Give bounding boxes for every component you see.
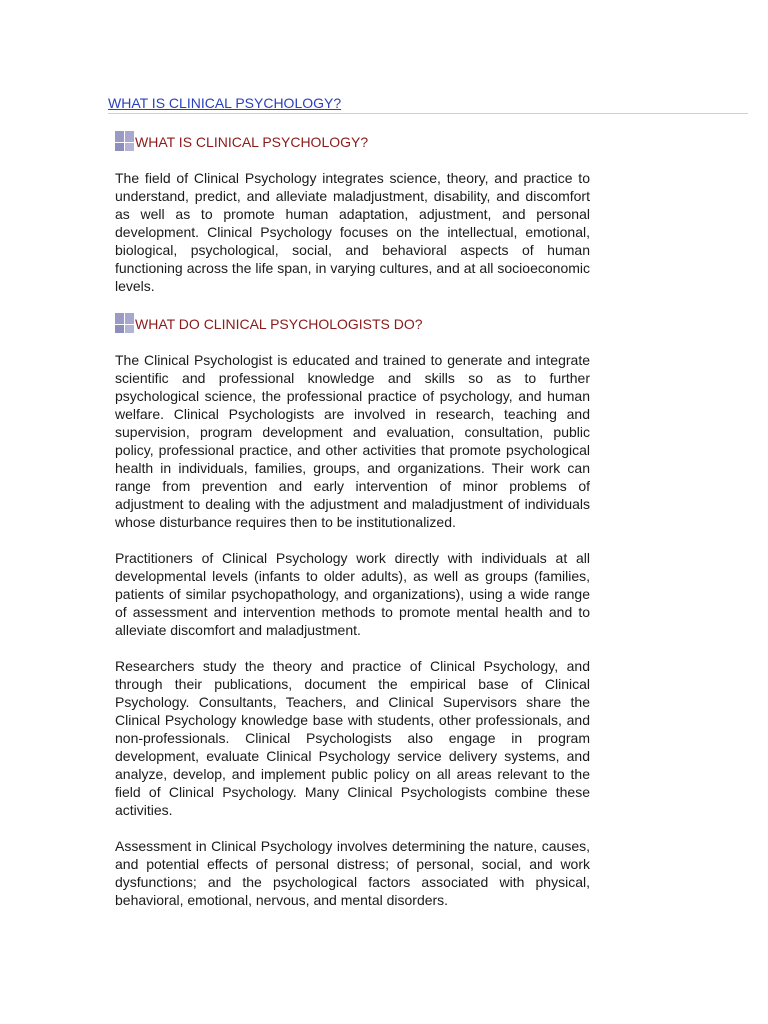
article-body (115, 131, 590, 927)
section-heading-what-do (115, 313, 590, 333)
paragraph: The Clinical Psychologist is educated and trained to generate and integrate scientific and professional knowledge and skills so as to further psychological science, the professional practice of psychology, and human welfare. Clinical Psychologists are involved in research, teaching and supervision, program development and evaluation, consultation, public policy, professional practice, and other activities that promote psychological health in individuals, families, groups, and organizations. Their work can range from prevention and early intervention of minor problems of adjustment to dealing with the adjustment and maladjustment of individuals whose disturbance requires then to be institutionalized. (115, 352, 590, 530)
section-heading-what-is (115, 131, 590, 151)
header-divider (108, 113, 748, 114)
section-heading-label: WHAT DO CLINICAL PSYCHOLOGISTS DO? (135, 316, 423, 332)
paragraph: Practitioners of Clinical Psychology work directly with individuals at all developmental levels (infants to older adults), as well as groups (families, patients of similar psychopathology, and organizations), using a wide range of assessment and intervention methods to promote mental health and to alleviate discomfort and maladjustment. (115, 550, 590, 638)
section-bullet-icon (115, 313, 135, 333)
page-title-link[interactable]: WHAT IS CLINICAL PSYCHOLOGY? (108, 95, 342, 111)
paragraph: The field of Clinical Psychology integrates science, theory, and practice to understand, predict, and alleviate maladjustment, disability, and discomfort as well as to promote human adaptation, adjustment, and personal development. Clinical Psychology focuses on the intellectual, emotional, biological, psychological, social, and behavioral aspects of human functioning across the life span, in varying cultures, and at all socioeconomic levels. (115, 170, 590, 294)
section-bullet-icon (115, 131, 135, 151)
section-heading-label: WHAT IS CLINICAL PSYCHOLOGY? (135, 134, 369, 150)
paragraph: Assessment in Clinical Psychology involves determining the nature, causes, and potential effects of personal distress; of personal, social, and work dysfunctions; and the psychological factors associated with physical, behavioral, emotional, nervous, and mental disorders. (115, 838, 590, 908)
paragraph: Researchers study the theory and practice of Clinical Psychology, and through their publications, document the empirical base of Clinical Psychology. Consultants, Teachers, and Clinical Supervisors share the Clinical Psychology knowledge base with students, other professionals, and non-professionals. Clinical Psychologists also engage in program development, evaluate Clinical Psychology service delivery systems, and analyze, develop, and implement public policy on all areas relevant to the field of Clinical Psychology. Many Clinical Psychologists combine these activities. (115, 658, 590, 818)
